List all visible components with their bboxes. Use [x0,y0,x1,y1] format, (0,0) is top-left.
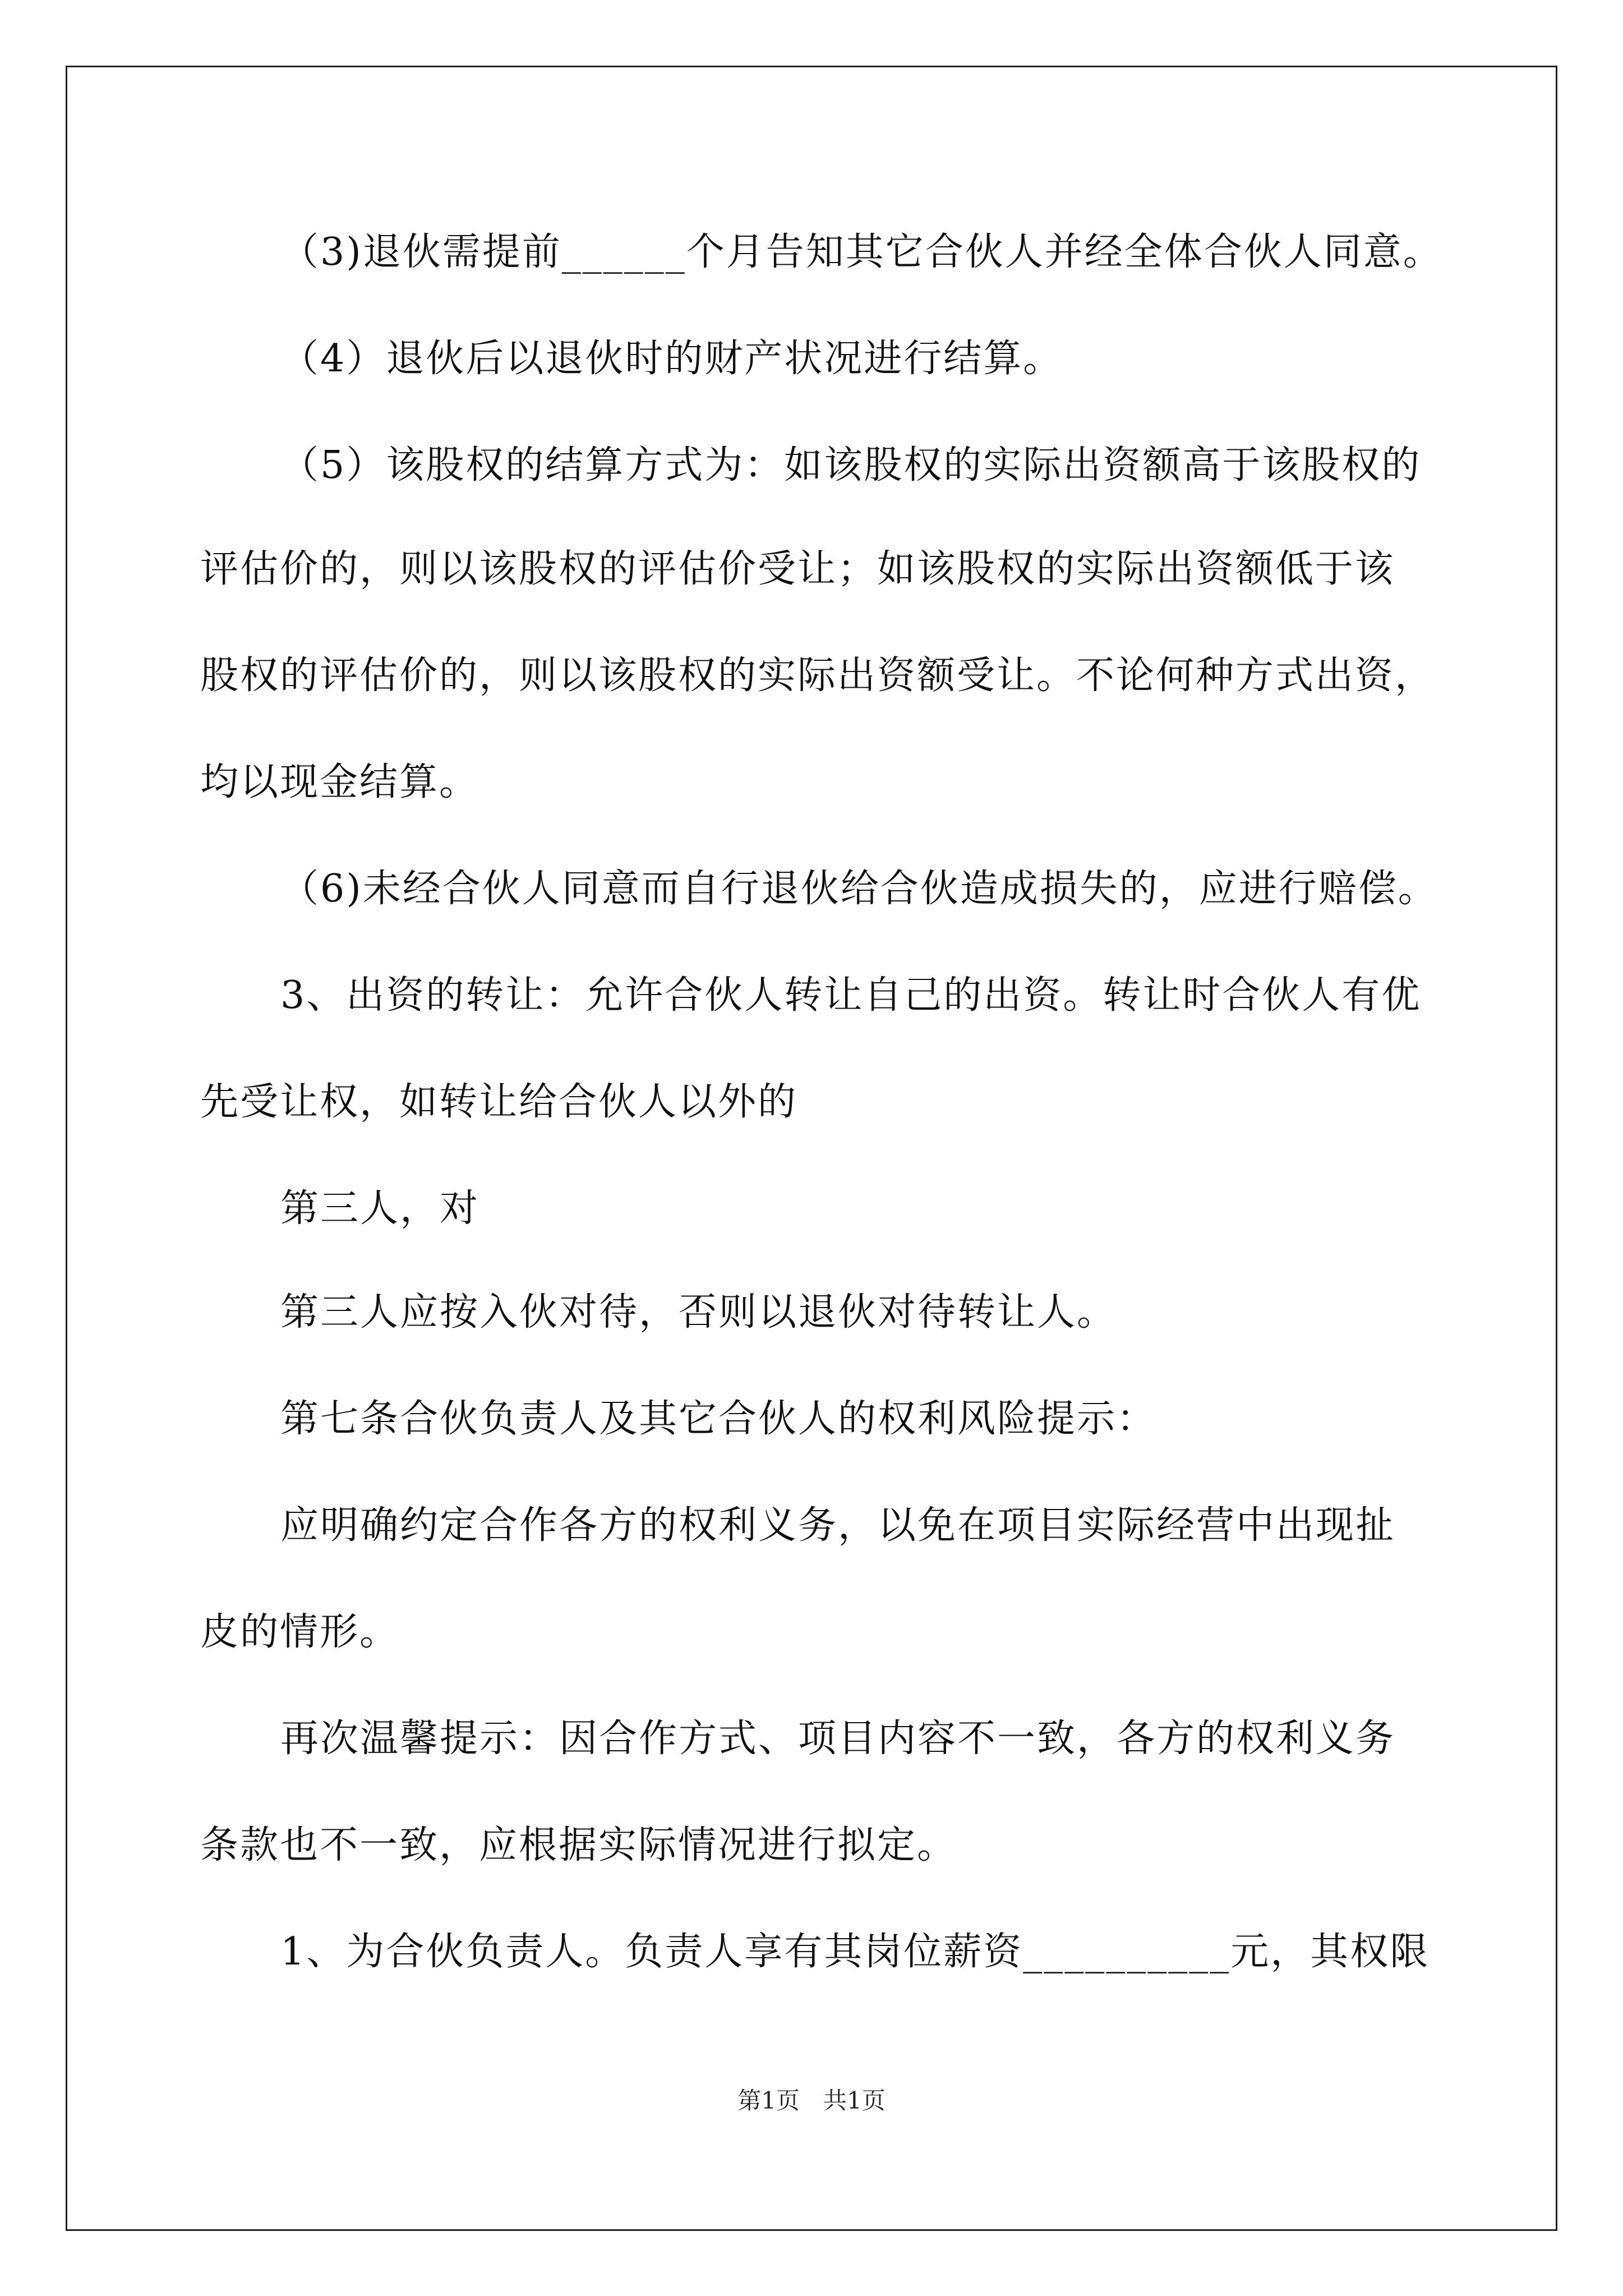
text-line: （6)未经合伙人同意而自行退伙给合伙造成损失的，应进行赔偿。 [280,867,1438,911]
text-line: 再次温馨提示：因合作方式、项目内容不一致，各方的权利义务 [280,1717,1396,1761]
text-line: （5）该股权的结算方式为：如该股权的实际出资额高于该股权的 [280,443,1422,487]
text-line: 第七条合伙负责人及其它合伙人的权利风险提示： [280,1397,1157,1441]
text-line: 先受让权，如转让给合伙人以外的 [200,1080,798,1124]
text-line: 均以现金结算。 [200,760,479,804]
text-line: 皮的情形。 [200,1610,400,1654]
page-number: 第1页 共1页 [737,2087,886,2114]
text-line: 条款也不一致，应根据实际情况进行拟定。 [200,1823,957,1867]
text-line: （3)退伙需提前______个月告知其它合伙人并经全体合伙人同意。 [280,230,1443,274]
text-line: （4）退伙后以退伙时的财产状况进行结算。 [280,337,1063,381]
text-line: 3、出资的转让：允许合伙人转让自己的出资。转让时合伙人有优 [280,973,1422,1018]
text-line: 应明确约定合作各方的权利义务，以免在项目实际经营中出现扯 [280,1503,1396,1548]
text-line: 评估价的，则以该股权的评估价受让；如该股权的实际出资额低于该 [200,547,1395,591]
text-line: 1、为合伙负责人。负责人享有其岗位薪资__________元，其权限 [280,1930,1430,1974]
text-line: 第三人，对 [280,1186,480,1231]
text-line: 股权的评估价的，则以该股权的实际出资额受让。不论何种方式出资， [200,654,1435,698]
text-line: 第三人应按入伙对待，否则以退伙对待转让人。 [280,1290,1117,1335]
page-border [66,66,1557,2231]
